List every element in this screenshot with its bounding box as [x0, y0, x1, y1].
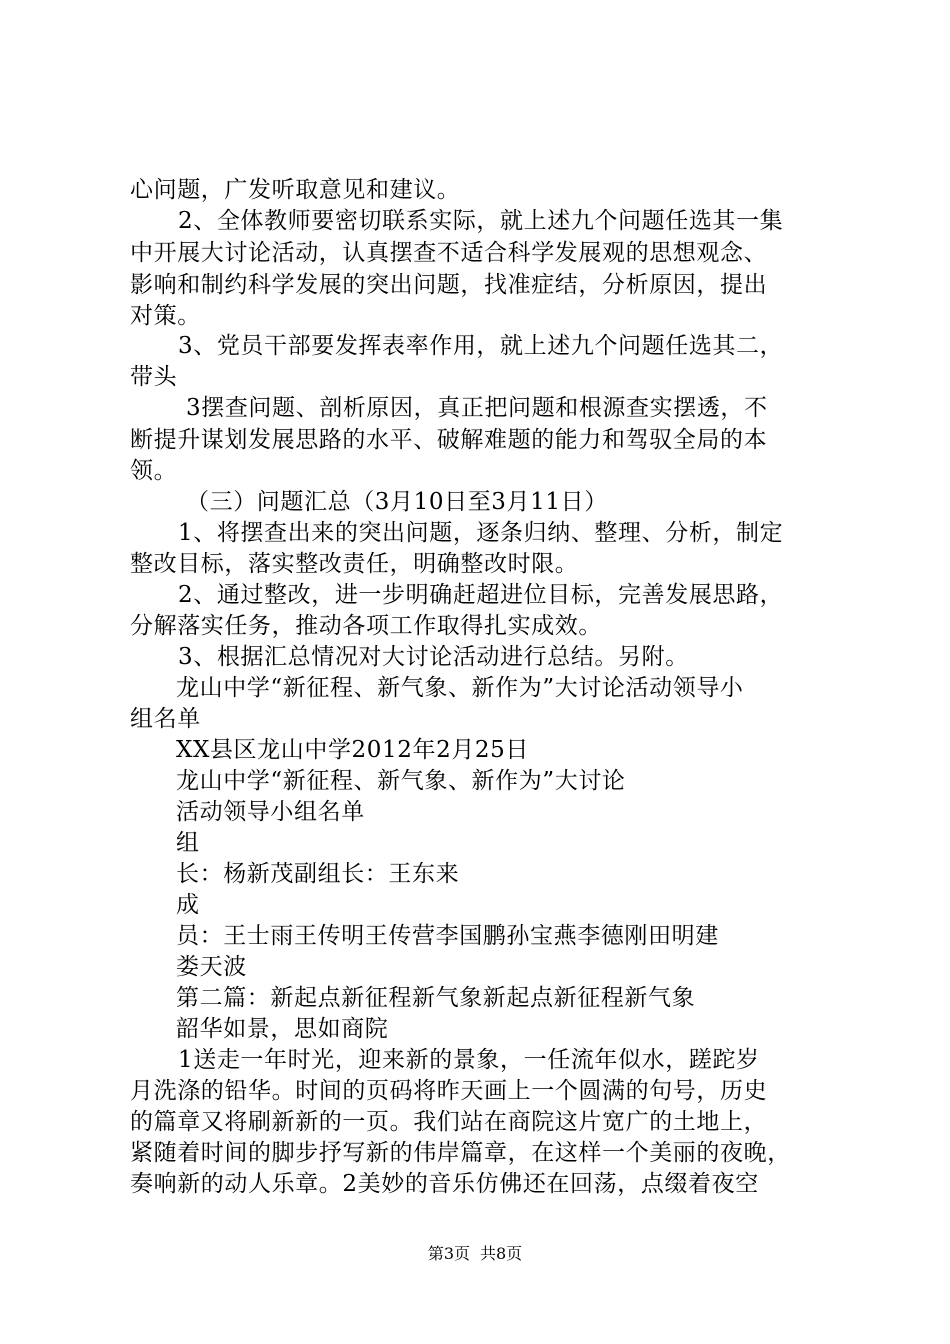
text-line: 2、全体教师要密切联系实际，就上述九个问题任选其一集: [178, 208, 784, 234]
page-footer: [0, 1243, 950, 1265]
text-line: 带头: [130, 364, 178, 390]
text-line: 组: [176, 830, 200, 856]
page-number: 第3页: [427, 1244, 470, 1263]
text-line: 分解落实任务，推动各项工作取得扎实成效。: [130, 613, 602, 639]
text-line: 成: [176, 892, 200, 918]
text-line: 2、通过整改，进一步明确赶超进位目标，完善发展思路，: [178, 582, 784, 608]
text-line: 3、党员干部要发挥表率作用，就上述九个问题任选其二，: [178, 333, 784, 359]
page-total: 共8页: [480, 1244, 523, 1263]
text-line: 影响和制约科学发展的突出问题，找准症结，分析原因，提出: [130, 272, 768, 298]
text-line: 韶华如景，思如商院: [176, 1016, 389, 1042]
text-line: 月洗涤的铅华。时间的页码将昨天画上一个圆满的句号，历史: [130, 1078, 768, 1104]
text-line: 娄天波: [176, 954, 247, 980]
text-line: 活动领导小组名单: [176, 799, 365, 825]
text-line: 员：王士雨王传明王传营李国鹏孙宝燕李德刚田明建: [176, 923, 719, 949]
text-line: 中开展大讨论活动，认真摆查不适合科学发展观的思想观念、: [130, 240, 768, 266]
text-line: 紧随着时间的脚步抒写新的伟岸篇章，在这样一个美丽的夜晚，: [130, 1140, 791, 1166]
text-line: 1送走一年时光，迎来新的景象，一任流年似水，蹉跎岁: [178, 1047, 760, 1073]
text-line: 断提升谋划发展思路的水平、破解难题的能力和驾驭全局的本: [130, 427, 768, 453]
text-line: 3摆查问题、剖析原因，真正把问题和根源查实摆透，不: [186, 395, 768, 421]
text-line: 1、将摆查出来的突出问题，逐条归纳、整理、分析，制定: [178, 520, 784, 546]
text-line: 的篇章又将刷新新的一页。我们站在商院这片宽广的土地上，: [130, 1109, 768, 1135]
chapter-heading: 第二篇：新起点新征程新气象新起点新征程新气象: [176, 985, 696, 1011]
text-line: 奏响新的动人乐章。2美妙的音乐仿佛还在回荡，点缀着夜空: [130, 1171, 759, 1197]
text-line: 组名单: [130, 706, 201, 732]
text-line: 3、根据汇总情况对大讨论活动进行总结。另附。: [178, 644, 689, 670]
text-line: 心问题，广发听取意见和建议。: [130, 177, 461, 203]
text-line: 整改目标，落实整改责任，明确整改时限。: [130, 551, 579, 577]
text-line: 龙山中学“新征程、新气象、新作为”大讨论: [176, 768, 626, 794]
section-heading: （三）问题汇总（3月10日至3月11日）: [186, 489, 608, 515]
text-line: 长：杨新茂副组长：王东来: [176, 861, 460, 887]
text-line: 对策。: [130, 303, 201, 329]
text-line: 龙山中学“新征程、新气象、新作为”大讨论活动领导小: [176, 675, 744, 701]
text-line: 领。: [130, 458, 178, 484]
date-line: XX县区龙山中学2012年2月25日: [176, 737, 529, 763]
